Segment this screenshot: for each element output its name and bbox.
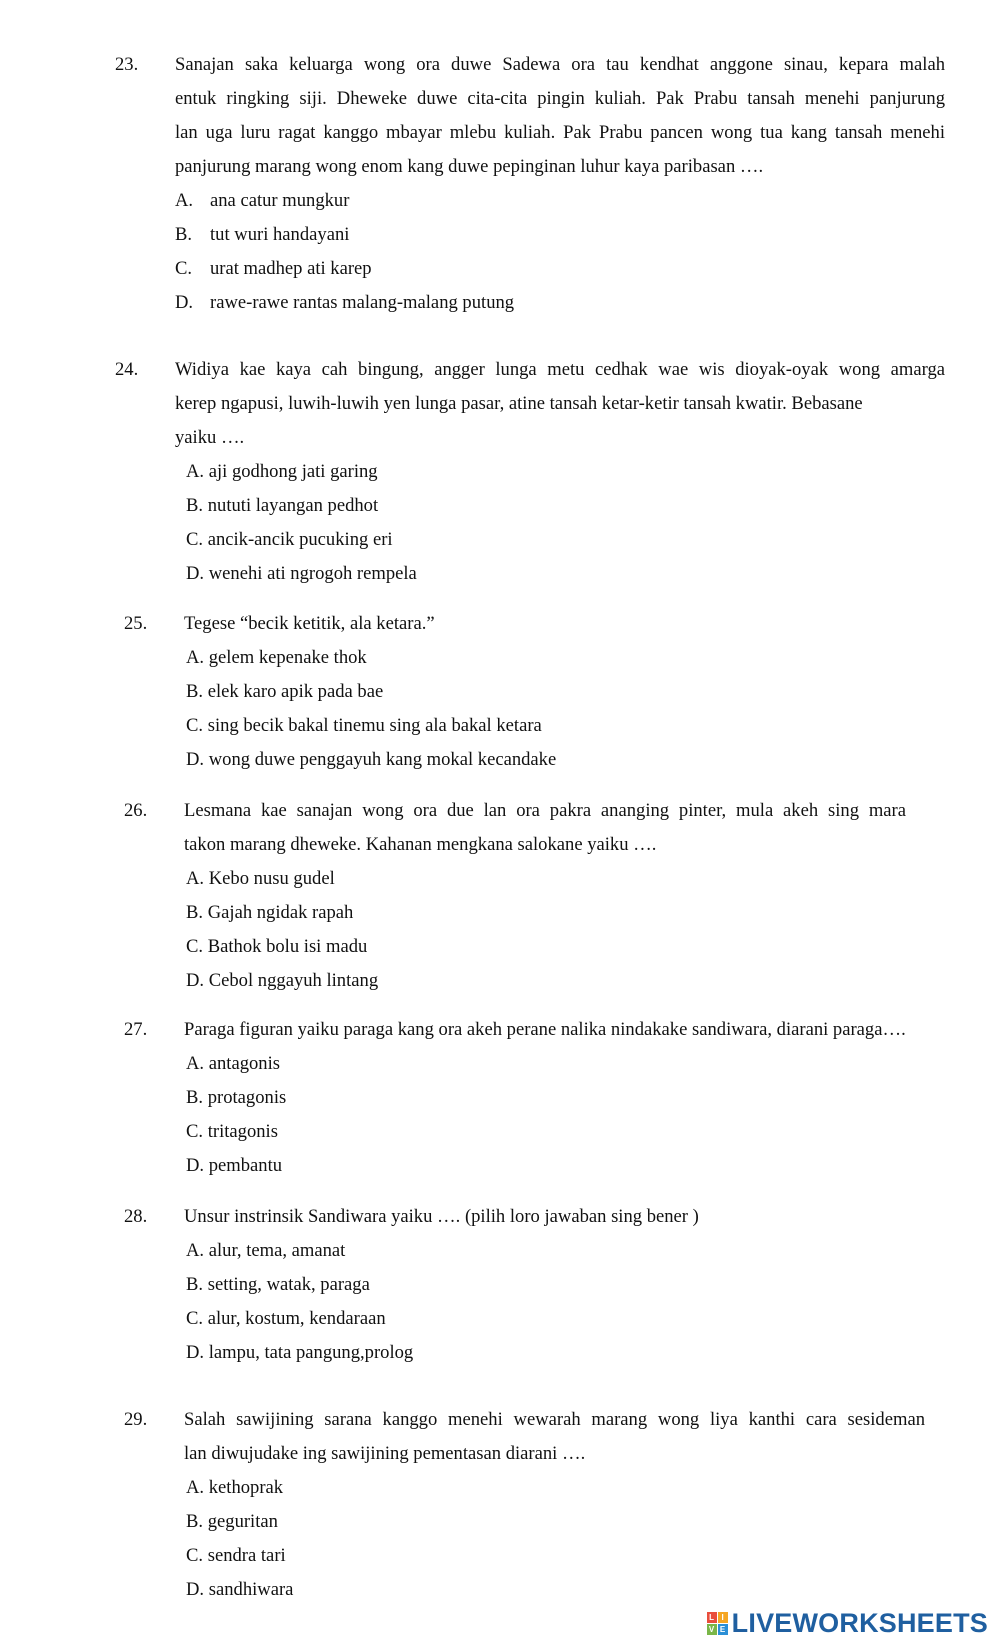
option-text: elek karo apik pada bae <box>207 681 384 702</box>
question-text-line: Lesmana kae sanajan wong ora due lan ora pakra ananging pinter, mula akeh sing mara <box>184 800 906 821</box>
question-number: 27. <box>124 1019 148 1040</box>
option-text: nututi layangan pedhot <box>207 495 379 516</box>
option-text: Bathok bolu isi madu <box>207 936 368 957</box>
option-text: ana catur mungkur <box>210 190 350 211</box>
option-b[interactable] <box>154 1081 946 1115</box>
option-text: Cebol nggayuh lintang <box>208 970 379 991</box>
option-letter: B. <box>186 1511 204 1532</box>
liveworksheets-logo[interactable] <box>707 1608 988 1639</box>
option-a[interactable] <box>154 1234 946 1268</box>
option-letter: C. <box>186 715 204 736</box>
option-letter: B. <box>186 1087 204 1108</box>
question-25 <box>124 607 946 777</box>
option-text: Kebo nusu gudel <box>208 868 335 889</box>
question-29 <box>124 1403 925 1607</box>
option-text: lampu, tata pangung,prolog <box>208 1342 414 1363</box>
option-text: wong duwe penggayuh kang mokal kecandake <box>208 749 557 770</box>
option-letter: A. <box>186 461 205 482</box>
question-24 <box>115 353 945 591</box>
question-text-line: Widiya kae kaya cah bingung, angger lunga metu cedhak wae wis dioyak-oyak wong amarga <box>175 359 945 380</box>
option-text: wenehi ati ngrogoh rempela <box>208 563 417 584</box>
option-d[interactable] <box>154 964 906 998</box>
option-letter: D. <box>186 970 205 991</box>
logo-icon-letter: V <box>707 1624 717 1635</box>
option-letter: A. <box>186 1240 205 1261</box>
question-number: 29. <box>124 1409 148 1430</box>
option-letter: A. <box>186 1053 205 1074</box>
question-text-line: takon marang dheweke. Kahanan mengkana salokane yaiku …. <box>184 834 657 855</box>
option-b[interactable] <box>154 1505 925 1539</box>
option-text: rawe-rawe rantas malang-malang putung <box>210 292 515 313</box>
option-b[interactable] <box>154 896 906 930</box>
option-letter: B. <box>186 1274 204 1295</box>
option-b[interactable] <box>145 218 945 252</box>
option-c[interactable] <box>154 1539 925 1573</box>
question-28 <box>124 1200 946 1370</box>
question-text-line: lan diwujudake ing sawijining pementasan diarani …. <box>184 1443 586 1464</box>
option-text: urat madhep ati karep <box>210 258 372 279</box>
question-text-line: Unsur instrinsik Sandiwara yaiku …. (pilih loro jawaban sing bener ) <box>184 1206 699 1227</box>
option-text: alur, kostum, kendaraan <box>207 1308 386 1329</box>
option-letter: C. <box>186 1308 204 1329</box>
option-text: protagonis <box>207 1087 287 1108</box>
option-c[interactable] <box>154 930 906 964</box>
option-text: pembantu <box>208 1155 283 1176</box>
option-text: kethoprak <box>208 1477 284 1498</box>
option-a[interactable] <box>154 862 906 896</box>
option-a[interactable] <box>154 1047 946 1081</box>
option-b[interactable] <box>154 675 946 709</box>
logo-icon-letter: E <box>718 1624 728 1635</box>
option-c[interactable] <box>154 1115 946 1149</box>
option-letter: A. <box>175 190 194 211</box>
option-letter: C. <box>186 1545 204 1566</box>
option-letter: C. <box>186 529 204 550</box>
question-text-line: Paraga figuran yaiku paraga kang ora akeh perane nalika nindakake sandiwara, diarani paraga…. <box>184 1019 906 1040</box>
option-text: alur, tema, amanat <box>208 1240 346 1261</box>
option-text: sing becik bakal tinemu sing ala bakal ketara <box>207 715 542 736</box>
option-d[interactable] <box>145 557 945 591</box>
option-letter: A. <box>186 1477 205 1498</box>
option-text: aji godhong jati garing <box>208 461 378 482</box>
option-text: antagonis <box>208 1053 280 1074</box>
option-c[interactable] <box>145 523 945 557</box>
option-a[interactable] <box>145 184 945 218</box>
question-text-line: yaiku …. <box>175 427 245 448</box>
option-text: Gajah ngidak rapah <box>207 902 354 923</box>
logo-text: LIVEWORKSHEETS <box>731 1608 988 1638</box>
question-text-line: Tegese “becik ketitik, ala ketara.” <box>184 613 435 634</box>
logo-icon-letter: I <box>718 1612 728 1623</box>
question-27 <box>124 1013 946 1183</box>
option-a[interactable] <box>145 455 945 489</box>
question-text-line: panjurung marang wong enom kang duwe pepinginan luhur kaya paribasan …. <box>175 156 764 177</box>
option-letter: C. <box>186 1121 204 1142</box>
question-number: 24. <box>115 359 139 380</box>
liveworksheets-logo-icon <box>707 1612 728 1635</box>
option-letter: D. <box>186 1342 205 1363</box>
option-a[interactable] <box>154 641 946 675</box>
option-d[interactable] <box>145 286 945 320</box>
option-letter: D. <box>186 1155 205 1176</box>
option-letter: B. <box>186 495 204 516</box>
question-text-line: entuk ringking siji. Dheweke duwe cita-cita pingin kuliah. Pak Prabu tansah menehi panjurung <box>175 88 945 109</box>
option-text: sendra tari <box>207 1545 286 1566</box>
option-d[interactable] <box>154 1149 946 1183</box>
question-text-line: Salah sawijining sarana kanggo menehi wewarah marang wong liya kanthi cara sesideman <box>184 1409 925 1430</box>
question-number: 25. <box>124 613 148 634</box>
option-letter: D. <box>186 749 205 770</box>
option-text: sandhiwara <box>208 1579 294 1600</box>
option-letter: C. <box>175 258 193 279</box>
question-number: 23. <box>115 54 139 75</box>
option-d[interactable] <box>154 1336 946 1370</box>
option-text: tritagonis <box>207 1121 278 1142</box>
option-c[interactable] <box>154 709 946 743</box>
option-letter: A. <box>186 868 205 889</box>
option-letter: B. <box>186 681 204 702</box>
option-letter: D. <box>186 563 205 584</box>
option-text: tut wuri handayani <box>210 224 350 245</box>
option-a[interactable] <box>154 1471 925 1505</box>
option-d[interactable] <box>154 743 946 777</box>
option-text: geguritan <box>207 1511 278 1532</box>
question-26 <box>124 794 906 998</box>
option-letter: B. <box>186 902 204 923</box>
option-text: gelem kepenake thok <box>208 647 367 668</box>
option-letter: C. <box>186 936 204 957</box>
option-letter: D. <box>186 1579 205 1600</box>
question-text-line: Sanajan saka keluarga wong ora duwe Sadewa ora tau kendhat anggone sinau, kepara malah <box>175 54 945 75</box>
option-letter: B. <box>175 224 193 245</box>
question-number: 26. <box>124 800 148 821</box>
question-number: 28. <box>124 1206 148 1227</box>
question-text-line: kerep ngapusi, luwih-luwih yen lunga pasar, atine tansah ketar-ketir tansah kwatir. Bebasane <box>175 393 863 414</box>
option-letter: D. <box>175 292 194 313</box>
option-c[interactable] <box>145 252 945 286</box>
option-c[interactable] <box>154 1302 946 1336</box>
question-text-line: lan uga luru ragat kanggo mbayar mlebu kuliah. Pak Prabu pancen wong tua kang tansah menehi <box>175 122 945 143</box>
option-b[interactable] <box>145 489 945 523</box>
option-d[interactable] <box>154 1573 925 1607</box>
option-text: setting, watak, paraga <box>207 1274 370 1295</box>
option-text: ancik-ancik pucuking eri <box>207 529 393 550</box>
option-b[interactable] <box>154 1268 946 1302</box>
option-letter: A. <box>186 647 205 668</box>
logo-icon-letter: L <box>707 1612 717 1623</box>
question-23 <box>115 48 945 320</box>
